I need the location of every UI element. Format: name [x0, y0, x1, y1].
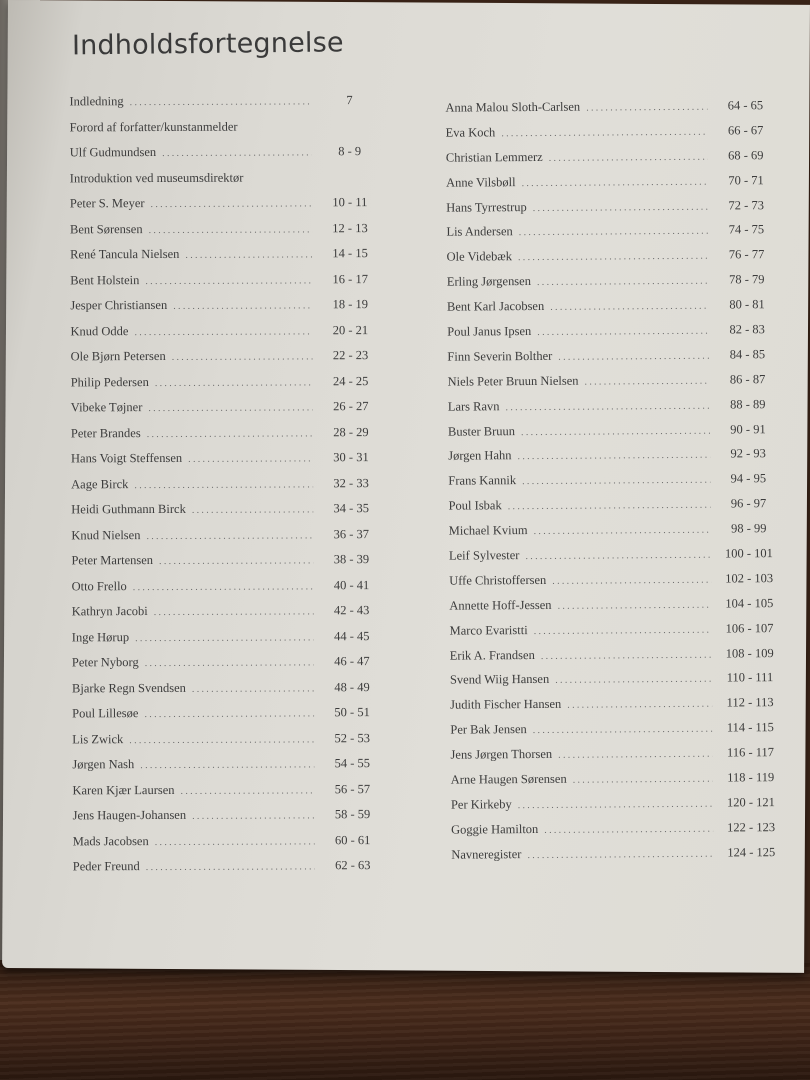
- toc-entry: [447, 297, 777, 324]
- toc-entry: [447, 322, 777, 349]
- toc-entry-name: Lars Ravn: [447, 398, 500, 414]
- dot-leader: [586, 102, 707, 114]
- dot-leader: [145, 275, 312, 287]
- toc-entry-page: 38 - 39: [333, 552, 370, 567]
- dot-leader: [135, 632, 314, 644]
- dot-leader: [518, 251, 709, 263]
- toc-entry-name: Inge Hørup: [71, 629, 130, 644]
- dot-leader: [567, 699, 712, 711]
- dot-leader: [517, 450, 710, 463]
- toc-entry-page: 102 - 103: [725, 571, 774, 586]
- toc-right-column: [445, 98, 781, 872]
- toc-entry-name: Lis Andersen: [446, 224, 513, 240]
- book-page: [2, 0, 810, 973]
- toc-entry-name: Peter S. Meyer: [69, 196, 145, 211]
- dot-leader: [549, 151, 708, 163]
- toc-entry: [448, 422, 778, 449]
- dot-leader: [145, 657, 314, 669]
- toc-entry-page: 122 - 123: [727, 819, 776, 835]
- toc-entry: [70, 297, 380, 324]
- toc-entry: [446, 148, 776, 175]
- toc-entry-name: Uffe Christoffersen: [449, 572, 547, 588]
- dot-leader: [537, 276, 709, 288]
- toc-entry-page: 68 - 69: [728, 147, 764, 163]
- toc-entry: [72, 654, 382, 681]
- toc-entry-page: 40 - 41: [333, 577, 370, 592]
- dot-leader: [180, 785, 314, 797]
- toc-entry: [70, 246, 380, 273]
- toc-entry-name: Peter Brandes: [70, 425, 141, 440]
- toc-entry-page: 58 - 59: [334, 807, 371, 822]
- toc-entry-name: Aage Birck: [71, 476, 129, 491]
- toc-entry-name: Goggie Hamilton: [451, 821, 539, 837]
- dot-leader: [134, 326, 312, 338]
- dot-leader: [501, 127, 707, 140]
- toc-entry: [70, 144, 380, 171]
- toc-entry-page: 28 - 29: [333, 424, 369, 439]
- toc-entry: [71, 374, 381, 401]
- toc-entry-page: 32 - 33: [333, 475, 369, 490]
- toc-entry-name: Peter Nyborg: [71, 655, 139, 670]
- toc-entry: [447, 247, 777, 274]
- toc-entry: [445, 98, 775, 125]
- dot-leader: [537, 326, 709, 338]
- toc-entry-page: 24 - 25: [332, 373, 369, 388]
- dot-leader: [147, 428, 313, 440]
- dot-leader: [146, 861, 315, 873]
- toc-entry-name: Peter Martensen: [71, 553, 154, 568]
- toc-entry-page: 72 - 73: [728, 197, 764, 213]
- dot-leader: [151, 198, 312, 210]
- toc-entry-name: Per Bak Jensen: [450, 722, 527, 737]
- toc-entry-page: 44 - 45: [334, 628, 370, 643]
- toc-entry: [449, 546, 779, 573]
- toc-entry-page: 100 - 101: [724, 546, 773, 561]
- toc-entry-page: 108 - 109: [725, 645, 774, 661]
- toc-entry: [450, 745, 780, 772]
- toc-entry-page: 84 - 85: [729, 347, 766, 362]
- toc-entry: [449, 621, 779, 648]
- toc-entry-name: Finn Severin Bolther: [447, 348, 553, 364]
- toc-entry: [72, 705, 382, 732]
- toc-entry-name: Bent Karl Jacobsen: [446, 299, 545, 314]
- toc-left-column: [69, 93, 382, 885]
- toc-entry-page: 36 - 37: [333, 526, 370, 541]
- toc-entry: [71, 425, 381, 452]
- dot-leader: [544, 823, 713, 835]
- toc-entry-name: Ole Videbæk: [446, 249, 513, 265]
- toc-entry-name: Jens Haugen-Johansen: [72, 807, 187, 823]
- toc-entry-name: Arne Haugen Sørensen: [450, 771, 567, 787]
- toc-entry-name: Buster Bruun: [447, 423, 516, 439]
- toc-entry: [71, 527, 381, 554]
- toc-entry-page: 110 - 111: [726, 670, 774, 685]
- dot-leader: [129, 734, 314, 746]
- toc-entry-name: Forord af forfatter/kunstanmelder: [69, 119, 238, 134]
- toc-entry: [72, 782, 382, 809]
- toc-entry-page: 18 - 19: [332, 297, 369, 312]
- toc-entry-name: Frans Kannik: [448, 473, 517, 489]
- dot-leader: [155, 377, 313, 389]
- toc-entry-name: Anna Malou Sloth-Carlsen: [445, 99, 581, 115]
- dot-leader: [172, 351, 313, 363]
- dot-leader: [533, 201, 709, 213]
- toc-entry-name: Bent Sørensen: [69, 221, 143, 236]
- dot-leader: [144, 708, 314, 720]
- toc-entry-page: 92 - 93: [730, 446, 766, 461]
- toc-entry-page: 14 - 15: [332, 246, 368, 261]
- dot-leader: [249, 181, 371, 182]
- toc-entry-name: Vibeke Tøjner: [70, 400, 143, 415]
- dot-leader: [188, 453, 313, 465]
- toc-entry: [448, 447, 778, 474]
- dot-leader: [533, 724, 713, 736]
- toc-entry: [71, 552, 381, 579]
- toc-entry: [450, 646, 780, 673]
- toc-entry: [71, 501, 381, 528]
- toc-entry-name: Hans Voigt Steffensen: [70, 450, 183, 466]
- toc-entry: [71, 348, 381, 375]
- toc-entry-page: 114 - 115: [726, 720, 774, 735]
- dot-leader: [527, 848, 713, 860]
- toc-entry-name: Otto Frello: [71, 578, 127, 593]
- toc-entry-name: Svend Wiig Hansen: [449, 672, 550, 688]
- dot-leader: [133, 581, 314, 593]
- toc-entry-page: 98 - 99: [730, 521, 767, 536]
- toc-entry-name: Knud Nielsen: [71, 527, 141, 542]
- toc-entry: [72, 731, 382, 758]
- toc-entry-name: Kathryn Jacobi: [71, 604, 148, 619]
- toc-entry-name: Lis Zwick: [72, 731, 124, 746]
- toc-entry-page: 106 - 107: [725, 620, 774, 636]
- toc-entry: [71, 399, 381, 426]
- toc-entry-page: 124 - 125: [727, 844, 776, 860]
- toc-entry: [448, 397, 778, 424]
- dot-leader: [558, 351, 709, 363]
- toc-entry-page: 76 - 77: [728, 247, 765, 262]
- dot-leader: [155, 836, 315, 848]
- toc-entry: [70, 170, 380, 197]
- toc-entry-page: 88 - 89: [730, 396, 766, 412]
- toc-entry: [450, 695, 780, 722]
- toc-entry: [69, 93, 379, 120]
- toc-entry-name: Philip Pedersen: [70, 374, 149, 389]
- dot-leader: [140, 759, 314, 771]
- dot-leader: [558, 749, 712, 761]
- toc-entry: [448, 372, 778, 399]
- toc-entry-page: 78 - 79: [729, 272, 765, 287]
- toc-entry-page: 22 - 23: [332, 348, 369, 363]
- dot-leader: [159, 555, 313, 567]
- toc-entry-name: Mads Jacobsen: [72, 833, 149, 848]
- dot-leader: [519, 226, 709, 238]
- toc-entry-page: 80 - 81: [729, 297, 765, 312]
- toc-entry: [73, 858, 383, 885]
- dot-leader: [508, 500, 711, 513]
- toc-entry: [70, 119, 380, 146]
- dot-leader: [134, 479, 313, 491]
- toc-entry-page: 62 - 63: [335, 858, 371, 873]
- toc-entry: [447, 347, 777, 374]
- dot-leader: [558, 599, 712, 611]
- toc-entry-name: Marco Evaristti: [449, 622, 528, 638]
- toc-entry-name: Knud Odde: [70, 323, 129, 338]
- toc-entry: [451, 820, 781, 847]
- toc-entry-page: 16 - 17: [332, 271, 368, 286]
- toc-entry-page: 64 - 65: [727, 98, 764, 113]
- dot-leader: [522, 475, 710, 487]
- toc-entry-page: 42 - 43: [333, 603, 370, 618]
- toc-entry: [447, 272, 777, 299]
- toc-entry: [448, 471, 778, 498]
- toc-entry: [72, 578, 382, 605]
- toc-entry-name: Leif Sylvester: [448, 548, 520, 563]
- toc-entry-name: René Tancula Nielsen: [70, 246, 180, 262]
- toc-entry-name: Judith Fischer Hansen: [450, 697, 562, 713]
- toc-entry: [449, 596, 779, 623]
- toc-entry-page: 70 - 71: [728, 172, 764, 188]
- toc-entry-page: 66 - 67: [727, 123, 764, 138]
- toc-entry-name: Jens Jørgen Thorsen: [450, 747, 553, 762]
- toc-entry-page: 10 - 11: [332, 195, 368, 210]
- toc-entry: [451, 845, 781, 872]
- toc-entry-page: 20 - 21: [332, 322, 369, 337]
- toc-entry-name: Niels Peter Bruun Nielsen: [447, 373, 579, 389]
- toc-entry-page: 118 - 119: [727, 770, 775, 785]
- dot-leader: [154, 606, 314, 618]
- dot-leader: [584, 375, 709, 387]
- toc-entry-page: 86 - 87: [729, 371, 766, 387]
- page-title: Indholdsfortegnelse: [71, 27, 344, 62]
- dot-leader: [146, 530, 313, 542]
- toc-entry-name: Jesper Christiansen: [70, 297, 168, 313]
- dot-leader: [541, 649, 712, 661]
- dot-leader: [555, 674, 712, 686]
- toc-entry-name: Hans Tyrrestrup: [446, 199, 527, 215]
- wooden-table: [0, 960, 810, 1080]
- toc-entry-name: Jørgen Hahn: [448, 448, 512, 464]
- toc-entry: [72, 603, 382, 630]
- toc-entry-name: Peder Freund: [72, 859, 140, 874]
- toc-entry-page: 7: [346, 93, 353, 108]
- dot-leader: [550, 301, 709, 313]
- dot-leader: [192, 504, 313, 516]
- toc-entry-name: Introduktion ved museumsdirektør: [69, 170, 244, 185]
- toc-entry: [451, 795, 781, 822]
- toc-entry-name: Bjarke Regn Svendsen: [71, 680, 186, 695]
- dot-leader: [185, 249, 312, 261]
- dot-leader: [525, 550, 711, 562]
- dot-leader: [162, 147, 312, 159]
- dot-leader: [192, 683, 314, 695]
- toc-entry: [449, 571, 779, 598]
- dot-leader: [130, 96, 312, 108]
- dot-leader: [149, 224, 312, 236]
- dot-leader: [244, 130, 372, 131]
- toc-entry-name: Bent Holstein: [70, 272, 140, 287]
- toc-entry-page: 26 - 27: [333, 399, 369, 414]
- toc-entry: [73, 807, 383, 834]
- toc-entry-page: 96 - 97: [730, 496, 767, 511]
- toc-entry-name: Christian Lemmerz: [445, 149, 543, 165]
- toc-entry-page: 12 - 13: [332, 220, 368, 235]
- toc-entry-page: 30 - 31: [333, 450, 369, 465]
- toc-entry-page: 104 - 105: [725, 595, 774, 611]
- toc-entry: [71, 450, 381, 477]
- dot-leader: [518, 799, 713, 812]
- toc-entry-name: Poul Isbak: [448, 498, 502, 513]
- toc-entry-name: Karen Kjær Laursen: [72, 782, 175, 797]
- dot-leader: [573, 774, 713, 786]
- toc-entry-page: 52 - 53: [334, 730, 370, 745]
- toc-entry: [446, 198, 776, 225]
- dot-leader: [522, 176, 709, 188]
- toc-entry: [72, 629, 382, 656]
- toc-entry: [450, 720, 780, 747]
- toc-entry-name: Navneregister: [451, 846, 522, 862]
- toc-entry-name: Poul Janus Ipsen: [447, 324, 532, 339]
- toc-entry: [446, 173, 776, 200]
- toc-entry: [451, 770, 781, 797]
- toc-entry-name: Annette Hoff-Jessen: [449, 597, 552, 613]
- dot-leader: [148, 402, 312, 414]
- toc-entry-name: Poul Lillesøe: [72, 706, 139, 721]
- dot-leader: [521, 425, 710, 437]
- toc-entry-page: 74 - 75: [728, 222, 765, 237]
- toc-entry: [70, 323, 380, 350]
- toc-entry: [72, 756, 382, 783]
- toc-entry-page: 54 - 55: [334, 756, 371, 771]
- toc-entry-page: 90 - 91: [730, 421, 766, 437]
- toc-entry-name: Ulf Gudmundsen: [69, 144, 157, 160]
- dot-leader: [534, 624, 712, 636]
- toc-entry-page: 60 - 61: [334, 832, 371, 847]
- toc-entry-page: 94 - 95: [730, 471, 767, 486]
- toc-entry: [70, 221, 380, 248]
- dot-leader: [192, 810, 315, 822]
- toc-entry: [70, 272, 380, 299]
- toc-entry-name: Erik A. Frandsen: [449, 647, 535, 663]
- toc-entry-page: 56 - 57: [334, 781, 371, 796]
- toc-entry: [71, 476, 381, 503]
- dot-leader: [534, 525, 711, 537]
- toc-entry: [449, 496, 779, 523]
- toc-entry-name: Indledning: [69, 94, 124, 109]
- toc-entry-page: 50 - 51: [334, 705, 370, 720]
- toc-entry: [73, 833, 383, 860]
- toc-entry-name: Per Kirkeby: [450, 797, 512, 812]
- dot-leader: [505, 400, 709, 413]
- toc-entry: [446, 123, 776, 150]
- toc-entry: [446, 223, 776, 250]
- toc-entry-name: Michael Kvium: [448, 523, 528, 538]
- toc-entry-name: Erling Jørgensen: [446, 274, 532, 289]
- toc-entry-page: 8 - 9: [338, 144, 362, 159]
- toc-entry-page: 112 - 113: [726, 695, 774, 710]
- toc-entry-page: 46 - 47: [334, 654, 370, 669]
- toc-entry-name: Eva Koch: [445, 125, 496, 140]
- toc-entry-page: 48 - 49: [334, 679, 370, 694]
- toc-entry: [449, 521, 779, 548]
- toc-entry-name: Ole Bjørn Petersen: [70, 348, 166, 364]
- toc-entry-page: 34 - 35: [333, 501, 369, 516]
- toc-entry: [70, 195, 380, 222]
- toc-entry-page: 120 - 121: [726, 795, 775, 810]
- toc-entry: [450, 671, 780, 698]
- toc-entry-name: Anne Vilsbøll: [445, 174, 516, 190]
- toc-entry-name: Jørgen Nash: [72, 757, 135, 772]
- toc-entry-page: 82 - 83: [729, 322, 765, 337]
- toc-entry-page: 116 - 117: [726, 745, 775, 760]
- dot-leader: [552, 575, 711, 587]
- toc-entry-name: Heidi Guthmann Birck: [71, 501, 186, 517]
- dot-leader: [173, 300, 312, 312]
- toc-entry: [72, 680, 382, 707]
